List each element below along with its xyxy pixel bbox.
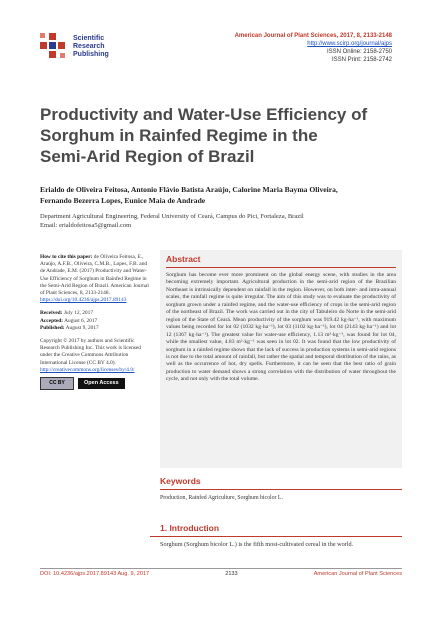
publisher-logo-icon <box>40 33 66 59</box>
introduction-section <box>150 523 402 549</box>
received-date: Received: July 12, 2017 <box>40 310 94 317</box>
published-date: Published: August 9, 2017 <box>40 324 99 331</box>
abstract-section <box>160 250 402 468</box>
footer-doi: DOI: 10.4236/ajps.2017.89143 Aug. 9, 2017 <box>40 571 150 577</box>
copyright-notice: Copyright © 2017 by authors and Scientific Research Publishing Inc. This work is licensed under the Creative Commons Attribution International License (CC BY 4.0). <box>40 338 141 366</box>
article-sidebar <box>40 254 150 390</box>
issn-online: ISSN Online: 2158-2750 <box>326 49 392 55</box>
page-footer <box>40 568 402 577</box>
author-list: Erialdo de Oliveira Feitosa, Antonio Flávio Batista Araújo, Calorine Maria Bayma Oliveira, Fernando Bezerra Lopes, Eunice Maia de Andrade <box>40 185 338 205</box>
keywords-heading: Keywords <box>160 476 201 486</box>
accepted-date: Accepted: August 6, 2017 <box>40 317 98 324</box>
paper-title: Productivity and Water-Use Efficiency of Sorghum in Rainfed Regime in the Semi-Arid Region of Brazil <box>40 105 368 166</box>
issn-print: ISSN Print: 2158-2742 <box>331 57 392 63</box>
divider <box>166 267 396 268</box>
affiliation <box>40 212 400 230</box>
page-number: 2133 <box>225 571 238 577</box>
divider <box>160 489 402 490</box>
journal-info <box>235 32 392 64</box>
journal-citation: American Journal of Plant Sciences, 2017, 8, 2133-2148 <box>234 33 392 39</box>
keywords-section <box>160 476 402 502</box>
citation-block: How to cite this paper: de Oliveira Feitosa, E., Araújo, A.F.B., Oliveira, C.M.B., Lopes, F.B. and de Andrade, E.M. (2017) Productivity and Water-Use Efficiency of Sorghum in Rainfed Regime in the Semi-Arid Region of Brazil. American Journal of Plant Sciences, 8, 2133-2148. <box>40 254 149 297</box>
department: Department Agricultural Engineering, Federal University of Ceará, Campus do Pici, Fortaleza, Brazil <box>40 213 304 220</box>
open-access-badge: Open Access <box>78 378 125 389</box>
email: Email: erialdofeitosa5@gmail.com <box>40 222 132 229</box>
journal-url-link[interactable]: http://www.scirp.org/journal/ajps <box>307 41 392 47</box>
publisher-name: Scientific Research Publishing <box>73 35 109 58</box>
divider <box>150 536 402 537</box>
cc-by-icon[interactable]: CC BY <box>40 377 74 390</box>
abstract-heading: Abstract <box>166 254 201 264</box>
introduction-heading: 1. Introduction <box>160 523 220 533</box>
keywords-text: Production, Rainfed Agriculture, Sorghum bicolor L. <box>160 495 283 501</box>
abstract-text: Sorghum has become ever more prominent on the global energy scene, with studies in the area becoming extremely important. Agricultural production in the semi-arid region of the Brazilian Northeast is intrinsically dependent on rainfall in the region. However, on both inter- and intra-annual scales, the rainfall regime is quite irregular. The aim of this study was to evaluate the productivity of sorghum grown under a rainfed regime, and the water-use efficiency of crops in the semi-arid region of the northeast of Brazil. The work was carried out in the city of Tabuleiro do Norte in the semi-arid region of the State of Ceará. Mean productivity of the sorghum was 919.42 kg·ha⁻¹, with maximum values being recorded for lot 02 (1032 kg·ha⁻¹), lot 03 (1102 kg·ha⁻¹), lot 04 (2143 kg·ha⁻¹) and lot 12 (1367 kg·ha⁻¹). The greatest value for water-use efficiency, 1.13 m³·kg⁻¹, was found for lot 04, while the smallest value, 4.83 m³·kg⁻¹ was seen in lot 02. It was found that the low productivity of sorghum in a rainfed regime shows that the lack of success in production systems in semi-arid regions is not due to the total amount of rainfall, but rather the spatial and temporal distribution of the rains, as well as the occurrence of hot, dry spells. Furthermore, it can be seen that the best ratio of grain production to water demand shows a strong correlation with the distribution of water throughout the cycle, and not only with the total volume. <box>166 272 396 383</box>
license-link[interactable]: http://creativecommons.org/licenses/by/4.0/ <box>40 366 135 373</box>
footer-journal: American Journal of Plant Sciences <box>313 571 402 577</box>
introduction-text: Sorghum (Sorghum bicolor L.) is the fifth most-cultivated cereal in the world. <box>160 541 354 548</box>
doi-link[interactable]: https://doi.org/10.4236/ajps.2017.89143 <box>40 297 127 304</box>
